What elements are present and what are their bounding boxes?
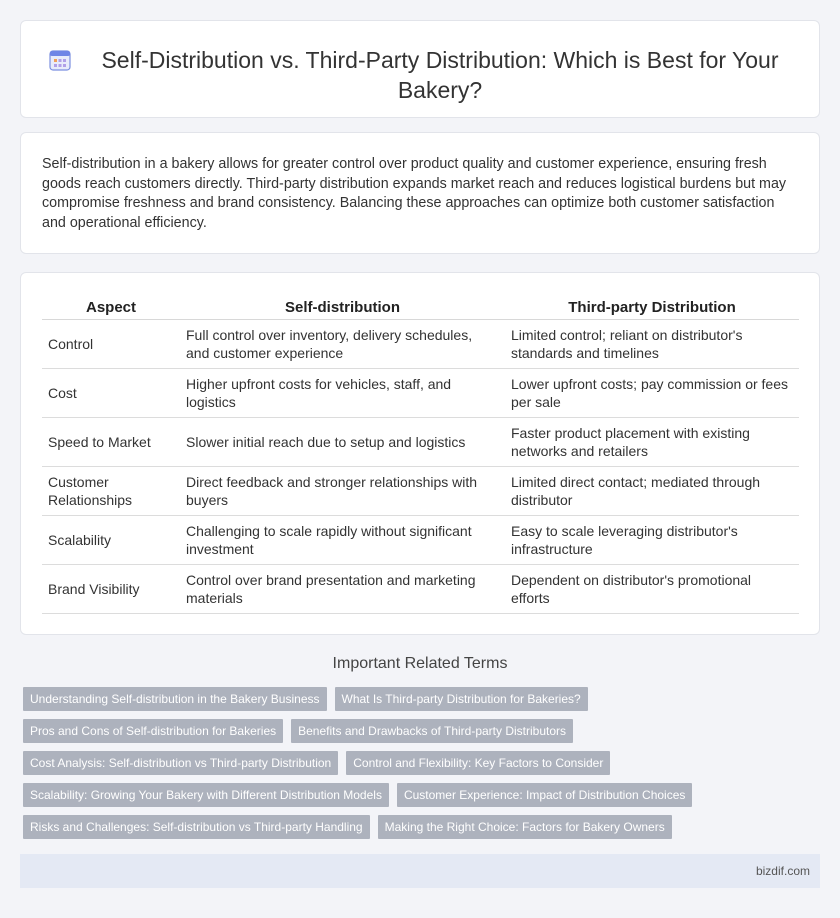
title-card bbox=[20, 20, 820, 118]
cell-third: Faster product placement with existing networks and retailers bbox=[505, 417, 799, 466]
cell-self: Control over brand presentation and marketing materials bbox=[180, 564, 505, 613]
cell-third: Easy to scale leveraging distributor's infrastructure bbox=[505, 515, 799, 564]
header-aspect: Aspect bbox=[42, 297, 180, 319]
related-term-link[interactable]: Scalability: Growing Your Bakery with Different Distribution Models bbox=[23, 783, 389, 807]
header-third-party: Third-party Distribution bbox=[505, 297, 799, 319]
cell-self: Full control over inventory, delivery schedules, and customer experience bbox=[180, 319, 505, 368]
table-row bbox=[42, 368, 799, 417]
footer bbox=[20, 854, 820, 888]
related-term-link[interactable]: Cost Analysis: Self-distribution vs Third-party Distribution bbox=[23, 751, 338, 775]
cell-self: Slower initial reach due to setup and logistics bbox=[180, 417, 505, 466]
cell-third: Limited direct contact; mediated through distributor bbox=[505, 466, 799, 515]
table-row bbox=[42, 515, 799, 564]
cell-third: Limited control; reliant on distributor's standards and timelines bbox=[505, 319, 799, 368]
footer-site-link[interactable]: bizdif.com bbox=[755, 864, 810, 878]
cell-third: Dependent on distributor's promotional efforts bbox=[505, 564, 799, 613]
table-row bbox=[42, 466, 799, 515]
table-header-row bbox=[42, 297, 799, 319]
cell-self: Direct feedback and stronger relationships with buyers bbox=[180, 466, 505, 515]
page-title: Self-Distribution vs. Third-Party Distribution: Which is Best for Your Bakery? bbox=[101, 47, 779, 103]
intro-card bbox=[20, 132, 820, 254]
cell-aspect: Scalability bbox=[42, 515, 180, 564]
related-term-link[interactable]: Customer Experience: Impact of Distribution Choices bbox=[397, 783, 692, 807]
table-row bbox=[42, 319, 799, 368]
table-row bbox=[42, 417, 799, 466]
header-self-distribution: Self-distribution bbox=[180, 297, 505, 319]
cell-aspect: Brand Visibility bbox=[42, 564, 180, 613]
cell-third: Lower upfront costs; pay commission or fees per sale bbox=[505, 368, 799, 417]
related-term-link[interactable]: Risks and Challenges: Self-distribution vs Third-party Handling bbox=[23, 815, 370, 839]
cell-self: Higher upfront costs for vehicles, staff, and logistics bbox=[180, 368, 505, 417]
cell-aspect: Control bbox=[42, 319, 180, 368]
cell-aspect: Cost bbox=[42, 368, 180, 417]
related-term-link[interactable]: Making the Right Choice: Factors for Bakery Owners bbox=[378, 815, 672, 839]
comparison-table bbox=[42, 297, 799, 614]
related-term-link[interactable]: What Is Third-party Distribution for Bakeries? bbox=[335, 687, 588, 711]
related-terms-heading: Important Related Terms bbox=[332, 655, 508, 672]
related-terms-list bbox=[23, 687, 723, 847]
related-term-link[interactable]: Benefits and Drawbacks of Third-party Distributors bbox=[291, 719, 573, 743]
related-term-link[interactable]: Control and Flexibility: Key Factors to Consider bbox=[346, 751, 610, 775]
cell-aspect: Customer Relationships bbox=[42, 466, 180, 515]
table-row bbox=[42, 564, 799, 613]
cell-aspect: Speed to Market bbox=[42, 417, 180, 466]
comparison-table-card bbox=[20, 272, 820, 635]
cell-self: Challenging to scale rapidly without significant investment bbox=[180, 515, 505, 564]
related-term-link[interactable]: Pros and Cons of Self-distribution for Bakeries bbox=[23, 719, 283, 743]
related-term-link[interactable]: Understanding Self-distribution in the Bakery Business bbox=[23, 687, 327, 711]
intro-paragraph: Self-distribution in a bakery allows for greater control over product quality and customer experience, ensuring fresh goods reach customers directly. Third-party distribution expands market reach and reduces logistical burdens but may compromise freshness and brand consistency. Balancing these approaches can optimize both customer satisfaction and operational efficiency. bbox=[42, 156, 787, 231]
